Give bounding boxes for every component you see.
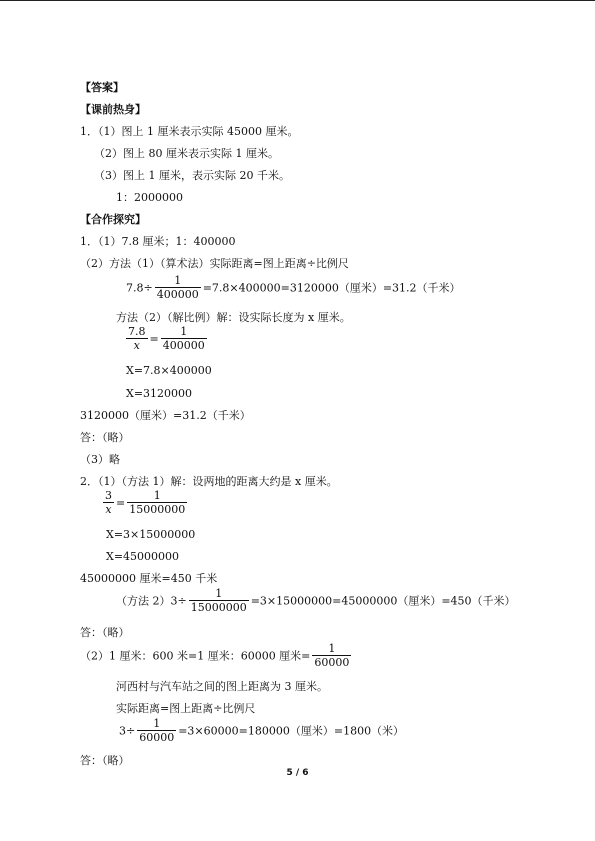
fraction bbox=[161, 325, 207, 352]
explore-proportion-2 bbox=[101, 490, 189, 517]
fraction-denominator: 60000 bbox=[139, 731, 175, 744]
fraction bbox=[137, 717, 176, 744]
fraction-denominator: x bbox=[105, 503, 112, 516]
explore-line-19: 河西村与汽车站之间的图上距离为 3 厘米。 bbox=[116, 680, 328, 693]
equation-text: 3÷ bbox=[119, 724, 136, 738]
warmup-line-1: 1．（1）图上 1 厘米表示实际 45000 厘米。 bbox=[80, 125, 299, 138]
fraction-numerator: 1 bbox=[153, 489, 161, 502]
explore-line-20: 实际距离=图上距离÷比例尺 bbox=[116, 702, 256, 715]
fraction-denominator: 15000000 bbox=[190, 601, 247, 614]
explore-equation-1 bbox=[126, 275, 461, 302]
fraction-denominator: 400000 bbox=[156, 288, 199, 301]
fraction bbox=[103, 489, 114, 516]
explore-line-14: X=45000000 bbox=[106, 550, 180, 563]
fraction bbox=[189, 587, 249, 614]
fraction-numerator: 7.8 bbox=[128, 325, 146, 338]
equals-sign: = bbox=[149, 332, 159, 346]
explore-line-7: X=3120000 bbox=[126, 387, 193, 400]
equation-text: =3×15000000=45000000（厘米）=450（千米） bbox=[250, 594, 516, 608]
equals-sign: = bbox=[116, 496, 126, 510]
warmup-line-3: （3）图上 1 厘米，表示实际 20 千米。 bbox=[94, 169, 290, 182]
fraction-numerator: 3 bbox=[105, 489, 112, 502]
explore-line-10: （3）略 bbox=[80, 453, 120, 466]
equation-text: （2）1 厘米：600 米=1 厘米：60000 厘米= bbox=[80, 649, 311, 663]
fraction-denominator: 400000 bbox=[162, 339, 205, 352]
explore-line-6: X=7.8×400000 bbox=[126, 364, 212, 377]
fraction-numerator: 1 bbox=[174, 274, 182, 287]
explore-heading: 【合作探究】 bbox=[80, 213, 146, 226]
fraction-numerator: 1 bbox=[328, 642, 336, 655]
explore-line-1: 1．（1）7.8 厘米；1：400000 bbox=[80, 235, 236, 248]
fraction-denominator: 15000000 bbox=[129, 503, 186, 516]
equation-text: （方法 2）3÷ bbox=[116, 594, 187, 608]
fraction bbox=[155, 274, 201, 301]
explore-answer-3: 答：（略） bbox=[80, 754, 130, 767]
explore-line-2: （2）方法（1）（算术法）实际距离=图上距离÷比例尺 bbox=[80, 257, 349, 270]
warmup-line-2: （2）图上 80 厘米表示实际 1 厘米。 bbox=[94, 147, 279, 160]
explore-answer-2: 答：（略） bbox=[80, 626, 130, 639]
fraction bbox=[127, 489, 187, 516]
explore-line-15: 45000000 厘米=450 千米 bbox=[80, 572, 218, 585]
answer-heading: 【答案】 bbox=[80, 81, 124, 94]
fraction bbox=[312, 642, 351, 669]
explore-answer-1: 答：（略） bbox=[80, 431, 130, 444]
warmup-heading: 【课前热身】 bbox=[80, 103, 146, 116]
fraction-numerator: 1 bbox=[215, 587, 223, 600]
equation-text: 7.8÷ bbox=[126, 281, 153, 295]
equation-text: =7.8×400000=3120000（厘米）=31.2（千米） bbox=[202, 281, 461, 295]
explore-equation-3 bbox=[119, 718, 404, 745]
explore-line-13: X=3×15000000 bbox=[106, 528, 196, 541]
fraction-numerator: 1 bbox=[153, 717, 161, 730]
fraction-denominator: 60000 bbox=[314, 656, 350, 669]
fraction bbox=[126, 325, 148, 352]
fraction-numerator: 1 bbox=[180, 325, 188, 338]
fraction-denominator: x bbox=[133, 339, 140, 352]
explore-line-8: 3120000（厘米）=31.2（千米） bbox=[80, 409, 251, 422]
explore-proportion-1 bbox=[124, 326, 209, 353]
explore-line-4: 方法（2）（解比例）解：设实际长度为 x 厘米。 bbox=[116, 311, 351, 324]
explore-equation-2 bbox=[116, 588, 516, 615]
explore-line-11: 2．（1）（方法 1）解：设两地的距离大约是 x 厘米。 bbox=[80, 475, 338, 488]
top-rule bbox=[0, 0, 595, 1]
page-number: 5 / 6 bbox=[286, 768, 309, 778]
warmup-line-4: 1：2000000 bbox=[116, 191, 183, 204]
equation-text: =3×60000=180000（厘米）=1800（米） bbox=[178, 724, 405, 738]
explore-line-18 bbox=[80, 643, 353, 670]
